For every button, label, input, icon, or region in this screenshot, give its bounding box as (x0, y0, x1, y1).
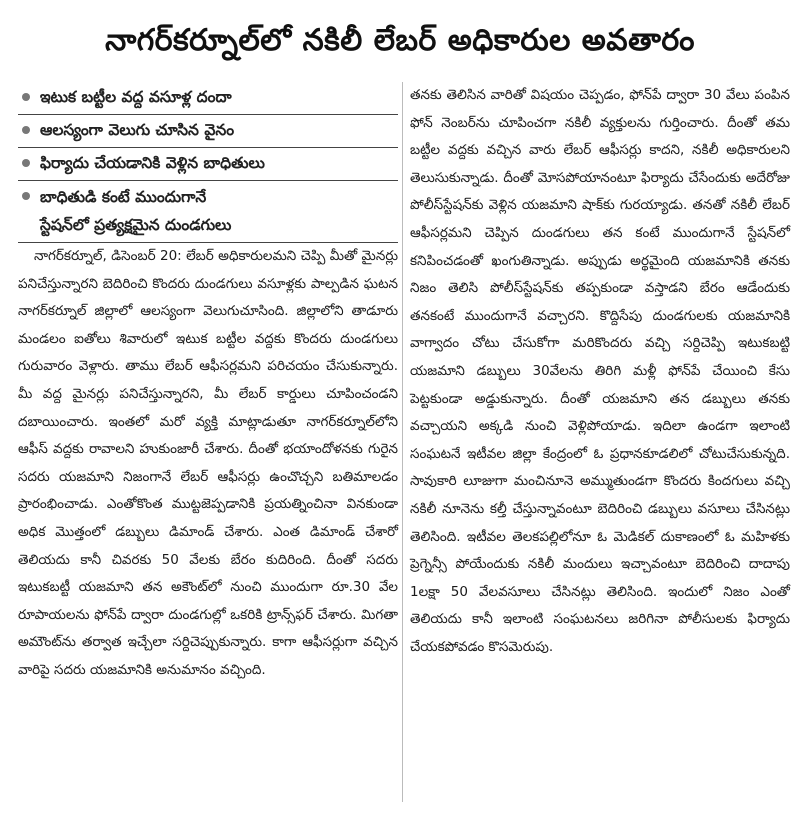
article-body-right: తనకు తెలిసిన వారితో విషయం చెప్పడం, ఫోన్‌పే ద్వారా 30 వేలు పంపిన ఫోన్ నెంబర్‌ను చూపించగా నకిలీ వ్యక్తులను గుర్తించారు. దీంతో తమ బట్టీల వద్దకు వచ్చిన వారు లేబర్ ఆఫీసర్లు కాదని, నకిలీ అధికారులని తెలుసుకున్నాడు. దీంతో మోసపోయానంటూ ఫిర్యాదు చేసేందుకు అదేరోజు పోలీస్‌స్టేషన్‌కు వెళ్లిన యజమాని షాక్‌కు గురయ్యాడు. తనతో నకిలీ లేబర్ ఆఫీసర్లమని చెప్పిన దుండగులు తన కంటే ముందుగానే స్టేషన్‌లో కనిపించడంతో ఖంగుతిన్నాడు. అప్పుడు అర్థమైంది యజమానికి తనకు నిజం తెలిసి పోలీస్‌స్టేషన్‌కు తప్పకుండా వస్తాడని బేరం ఆడేందుకు తనకంటే ముందుగానే వచ్చారని. కొద్దిసేపు దుండగులకు యజమానికి వాగ్వాదం చోటు చేసుకోగా మరికొందరు వచ్చి సర్దిచెప్పి ఇటుకబట్టి యజమాని డబ్బులు 30వేలను తిరిగి మళ్లీ ఫోన్‌పే చేయించి కేసు పెట్టకుండా అడ్డుకున్నారు. దీంతో యజమాని తన డబ్బులు తనకు వచ్చాయని అక్కడి నుంచి వెళ్లిపోయాడు. ఇదిలా ఉండగా ఇలాంటి సంఘటనే ఇటీవల జిల్లా కేంద్రంలో ఓ ప్రధానకూడలిలో చోటుచేసుకున్నది. సావుకారి లూజుగా మంచినూనె అమ్ముతుండగా కొందరు కిందగులు వచ్చి నకిలీ నూనెను కల్తీ చేస్తున్నావంటూ బెదిరించి డబ్బులు వసూలు చేసినట్లు తెలిసింది. ఇటీవల తెలకపల్లిలోనూ ఓ మెడికల్ దుకాణంలో ఓ మహిళకు ప్రెగ్నెన్సీ పోయేందుకు నకిలీ మందులు ఇచ్చావంటూ బెదిరించి దాదాపు 1లక్షా 50 వేలవసూలు చేసినట్లు తెలిసింది. ఇందులో నిజం ఎంతో తెలియదు కానీ ఇలాంటి సంఘటనలు జరిగినా పోలీసులకు ఫిర్యాదు చేయకపోవడం కొసమెరుపు. (410, 87, 790, 655)
headline: నాగర్‌కర్నూల్‌లో నకిలీ లేబర్ అధికారుల అవతారం (105, 23, 695, 58)
right-column (410, 82, 790, 661)
left-column (18, 82, 398, 685)
bullet-line: బాధితుడి కంటే ముందుగానే (40, 188, 207, 206)
bullet-item: ఇటుక బట్టీల వద్ద వసూళ్ల దందా (18, 82, 398, 115)
bullet-line: స్టేషన్‌లో ప్రత్యక్షమైన దుండగులు (40, 216, 232, 234)
bullet-item: ఆలస్యంగా వెలుగు చూసిన వైనం (18, 115, 398, 148)
bullet-item: ఫిర్యాదు చేయడానికి వెళ్లిన బాధితులు (18, 148, 398, 181)
article-body-left: నాగర్‌కర్నూల్, డిసెంబర్ 20: లేబర్ అధికారులమని చెప్పి మీతో మైనర్లు పనిచేస్తున్నారని బెదిరించి కొందరు దుండగులు వసూళ్లకు పాల్పడిన ఘటన నాగర్‌కర్నూల్ జిల్లాలో ఆలస్యంగా వెలుగుచూసింది. జిల్లాలోని తాడూరు మండలం ఐతోలు శివారులో ఇటుక బట్టీల వద్దకు కొందరు దుండగులు గురువారం వెళ్లారు. తాము లేబర్ ఆఫీసర్లమని పరిచయం చేసుకున్నారు. మీ వద్ద మైనర్లు పనిచేస్తున్నారని, మీ లేబర్ కార్డులు చూపించండని దబాయించారు. ఇంతలో మరో వ్యక్తి మాట్లాడుతూ నాగర్‌కర్నూల్‌లోని ఆఫీస్ వద్దకు రావాలని హుకుంజారీ చేశారు. దీంతో భయాందోళనకు గురైన సదరు యజమాని నిజంగానే లేబర్ ఆఫీసర్లు ఉంచొచ్చని బతిమాలడం ప్రారంభించాడు. ఎంతోకొంత ముట్టజెప్పడానికి ప్రయత్నించినా వినకుండా అధిక మొత్తంలో డబ్బులు డిమాండ్ చేశారు. ఎంత డిమాండ్ చేశారో తెలియదు కానీ చివరకు 50 వేలకు బేరం కుదిరింది. దీంతో సదరు ఇటుకబట్టీ యజమాని తన అకౌంట్‌లో నుంచి ముందుగా రూ.30 వేల రూపాయలను ఫోన్‌పే ద్వారా దుండగుల్లో ఒకరికి ట్రాన్స్‌ఫర్ చేశారు. మిగతా అమౌంట్‌ను తర్వాత ఇచ్చేలా సర్దిచెప్పుకున్నారు. కాగా ఆఫీసర్లుగా వచ్చిన వారిపై సదరు యజమానికి అనుమానం వచ్చింది. (18, 248, 398, 678)
highlight-bullets (18, 82, 398, 243)
bullet-item (18, 181, 398, 243)
column-divider (402, 82, 403, 802)
